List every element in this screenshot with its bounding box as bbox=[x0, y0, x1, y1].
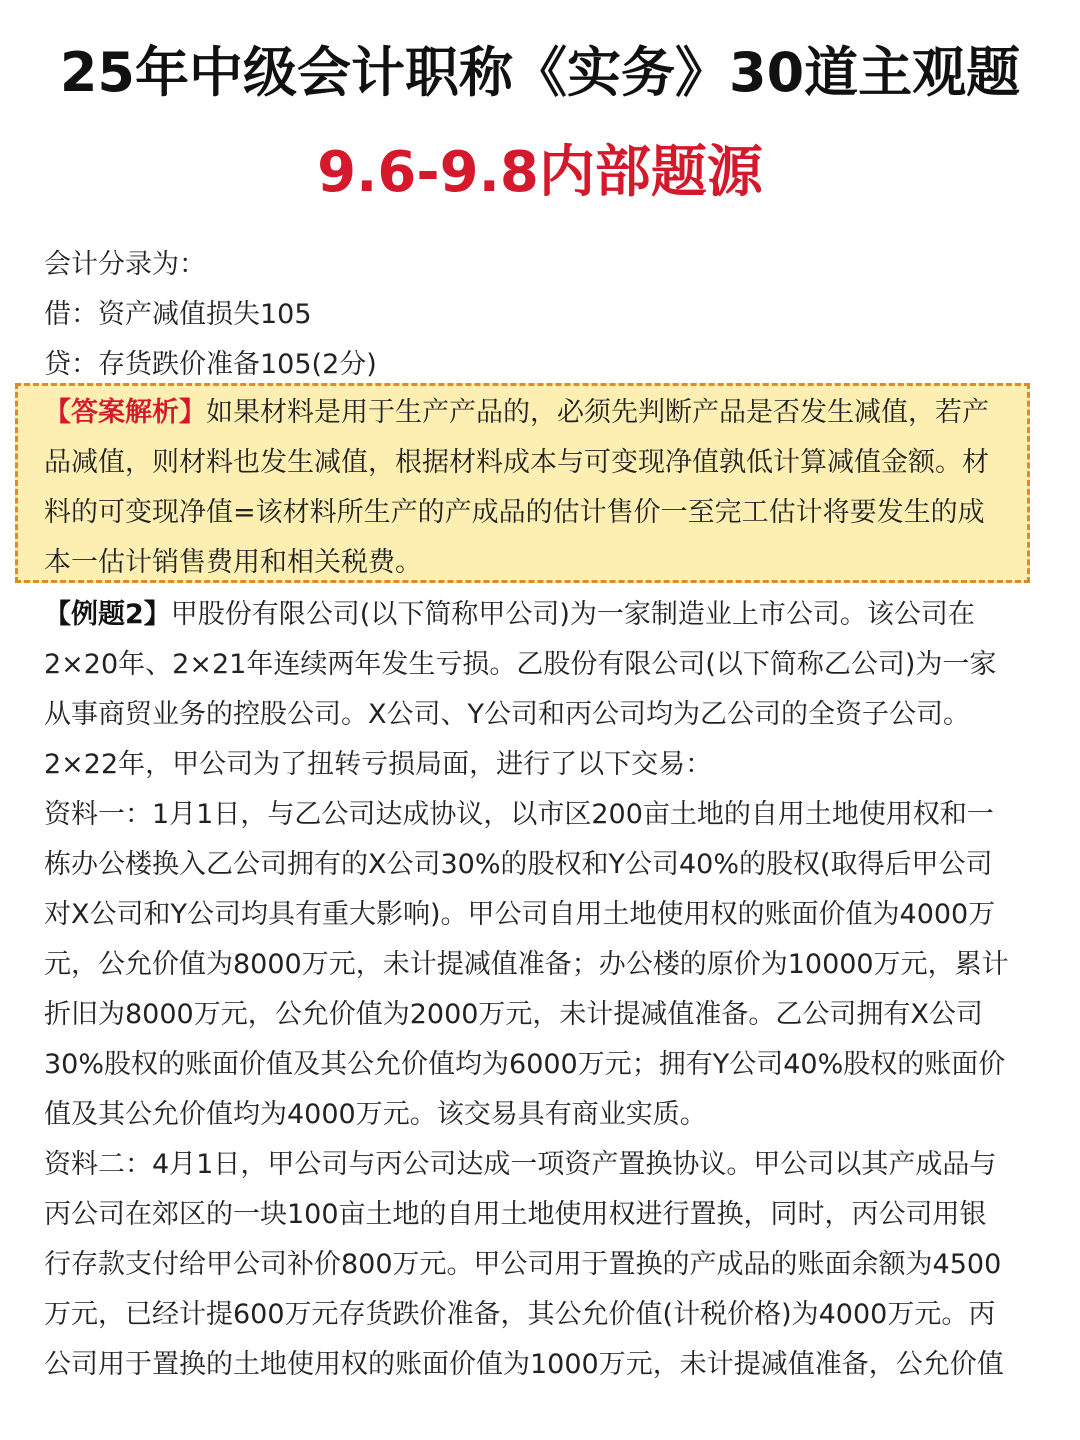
example-line: 行存款支付给甲公司补价800万元。甲公司用于置换的产成品的账面余额为4500 bbox=[44, 1249, 1002, 1280]
entry-line: 会计分录为： bbox=[44, 249, 206, 280]
example-tag: 【例题2】 bbox=[44, 599, 171, 630]
example-line: 资料二：4月1日，甲公司与丙公司达成一项资产置换协议。甲公司以其产成品与 bbox=[44, 1149, 997, 1180]
example-line: 对X公司和Y公司均具有重大影响)。甲公司自用土地使用权的账面价值为4000万 bbox=[44, 899, 996, 930]
example-text: 甲股份有限公司(以下简称甲公司)为一家制造业上市公司。该公司在 bbox=[170, 599, 975, 630]
entry-line: 借：资产减值损失105 bbox=[44, 299, 312, 330]
example-first-line bbox=[44, 590, 1044, 640]
analysis-line: 料的可变现净值=该材料所生产的产成品的估计售价一至完工估计将要发生的成 bbox=[44, 497, 985, 528]
entry-line: 贷：存货跌价准备105(2分) bbox=[44, 349, 377, 380]
example-question bbox=[44, 590, 1044, 1390]
example-line: 值及其公允价值均为4000万元。该交易具有商业实质。 bbox=[44, 1099, 707, 1130]
answer-analysis bbox=[44, 388, 1034, 588]
analysis-text: 如果材料是用于生产产品的，必须先判断产品是否发生减值，若产 bbox=[206, 397, 989, 428]
example-line: 2×22年，甲公司为了扭转亏损局面，进行了以下交易： bbox=[44, 749, 713, 780]
example-line: 栋办公楼换入乙公司拥有的X公司30%的股权和Y公司40%的股权(取得后甲公司 bbox=[44, 849, 993, 880]
analysis-first-line bbox=[44, 388, 1034, 438]
page-title: 25年中级会计职称《实务》30道主观题 bbox=[59, 41, 1021, 104]
example-line: 万元，已经计提600万元存货跌价准备，其公允价值(计税价格)为4000万元。丙 bbox=[44, 1299, 996, 1330]
journal-entries bbox=[44, 240, 1044, 390]
example-line: 2×20年、2×21年连续两年发生亏损。乙股份有限公司(以下简称乙公司)为一家 bbox=[44, 649, 997, 680]
example-line: 折旧为8000万元，公允价值为2000万元，未计提减值准备。乙公司拥有X公司 bbox=[44, 999, 983, 1030]
analysis-tag: 【答案解析】 bbox=[44, 397, 206, 428]
example-line: 元，公允价值为8000万元，未计提减值准备；办公楼的原价为10000万元，累计 bbox=[44, 949, 1009, 980]
example-line: 丙公司在郊区的一块100亩土地的自用土地使用权进行置换，同时，丙公司用银 bbox=[44, 1199, 987, 1230]
example-line: 30%股权的账面价值及其公允价值均为6000万元；拥有Y公司40%股权的账面价 bbox=[44, 1049, 1006, 1080]
example-line: 公司用于置换的土地使用权的账面价值为1000万元，未计提减值准备，公允价值 bbox=[44, 1349, 1004, 1380]
example-line: 资料一：1月1日，与乙公司达成协议，以市区200亩土地的自用土地使用权和一 bbox=[44, 799, 994, 830]
example-line: 从事商贸业务的控股公司。X公司、Y公司和丙公司均为乙公司的全资子公司。 bbox=[44, 699, 970, 730]
page-subtitle: 9.6-9.8内部题源 bbox=[317, 140, 763, 205]
analysis-line: 品减值，则材料也发生减值，根据材料成本与可变现净值孰低计算减值金额。材 bbox=[44, 447, 989, 478]
analysis-line: 本一估计销售费用和相关税费。 bbox=[44, 547, 422, 578]
